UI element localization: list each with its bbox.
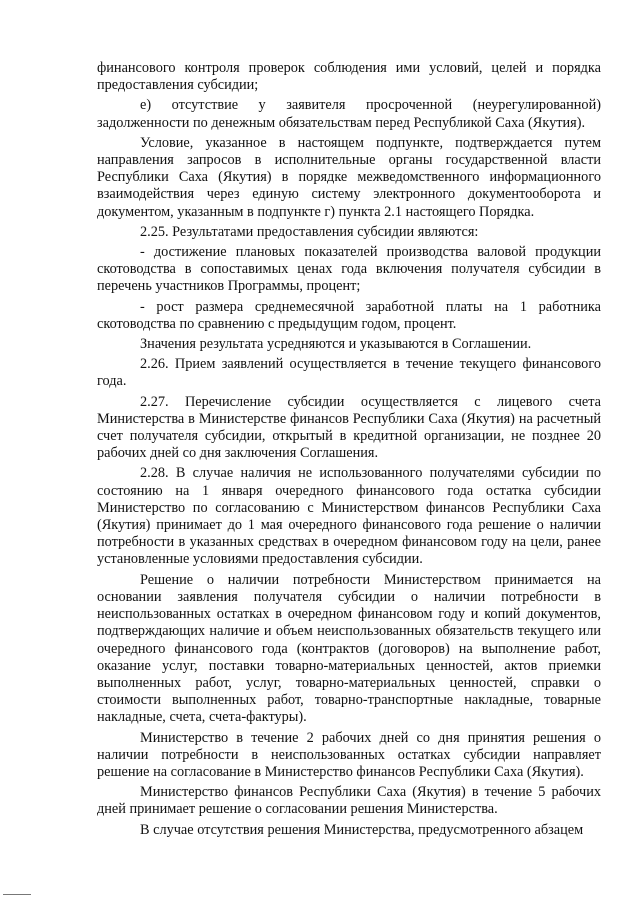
paragraph-14: В случае отсутствия решения Министерства, предусмотренного абзацем (140, 821, 584, 838)
paragraph-6: - рост размера среднемесячной заработной платы на 1 работника скотоводства по сравнению с предыдущим годом, процент. (97, 298, 601, 332)
paragraph-9: 2.27. Перечисление субсидии осуществляется с лицевого счета Министерства в Министерстве финансов Республики Саха (Якутия) на расчетный счет получателя субсидии, открытый в кредитной организации, не позднее 20 рабочих дней со дня заключения Соглашения. (97, 393, 601, 462)
paragraph-10: 2.28. В случае наличия не использованного получателями субсидии по состоянию на 1 января очередного финансового года остатка субсидии Министерство по согласованию с Министерством финансов Республики Саха (Якутия) принимает до 1 мая очередного финансового года решение о наличии потребности в указанных средствах в очередном финансовом году на цели, ранее установленные условиями предоставления субсидии. (97, 465, 601, 568)
paragraph-7: Значения результата усредняются и указываются в Соглашении. (140, 336, 532, 353)
paragraph-5: - достижение плановых показателей производства валовой продукции скотоводства в сопоставимых ценах года включения получателя субсидии в перечень участников Программы, процент; (97, 244, 601, 295)
paragraph-3: Условие, указанное в настоящем подпункте, подтверждается путем направления запросов в исполнительные органы государственной власти Республики Саха (Якутия) в порядке межведомственного информационного взаимодействия через единую систему электронного документооборота и документом, указанным в подпункте г) пункта 2.1 настоящего Порядка. (97, 134, 601, 220)
paragraph-4: 2.25. Результатами предоставления субсидии являются: (140, 223, 479, 240)
paragraph-13: Министерство финансов Республики Саха (Якутия) в течение 5 рабочих дней принимает решение о согласовании решения Министерства. (97, 784, 601, 818)
scan-edge-mark (3, 894, 31, 895)
paragraph-12: Министерство в течение 2 рабочих дней со дня принятия решения о наличии потребности в неиспользованных остатках субсидии направляет решение на согласование в Министерство финансов Республики Саха (Якутия). (97, 729, 601, 780)
paragraph-11: Решение о наличии потребности Министерством принимается на основании заявления получателя субсидии о наличии потребности в неиспользованных остатках в очередном финансовом году и копий документов, подтверждающих наличие и объем неиспользованных обязательств текущего или очередного финансового года (контрактов (договоров) на выполнение работ, оказание услуг, поставки товарно-материальных ценностей, актов приемки выполненных работ, услуг, товарно-материальных ценностей, справки о стоимости выполненных работ, товарно-транспортные накладные, товарные накладные, счета, счета-фактуры). (97, 571, 601, 726)
paragraph-2: е) отсутствие у заявителя просроченной (неурегулированной) задолженности по денежным обязательствам перед Республикой Саха (Якутия). (97, 97, 601, 131)
paragraph-8: 2.26. Прием заявлений осуществляется в течение текущего финансового года. (97, 356, 601, 390)
document-page (97, 60, 601, 842)
paragraph-1: финансового контроля проверок соблюдения ими условий, целей и порядка предоставления субсидии; (97, 60, 601, 94)
